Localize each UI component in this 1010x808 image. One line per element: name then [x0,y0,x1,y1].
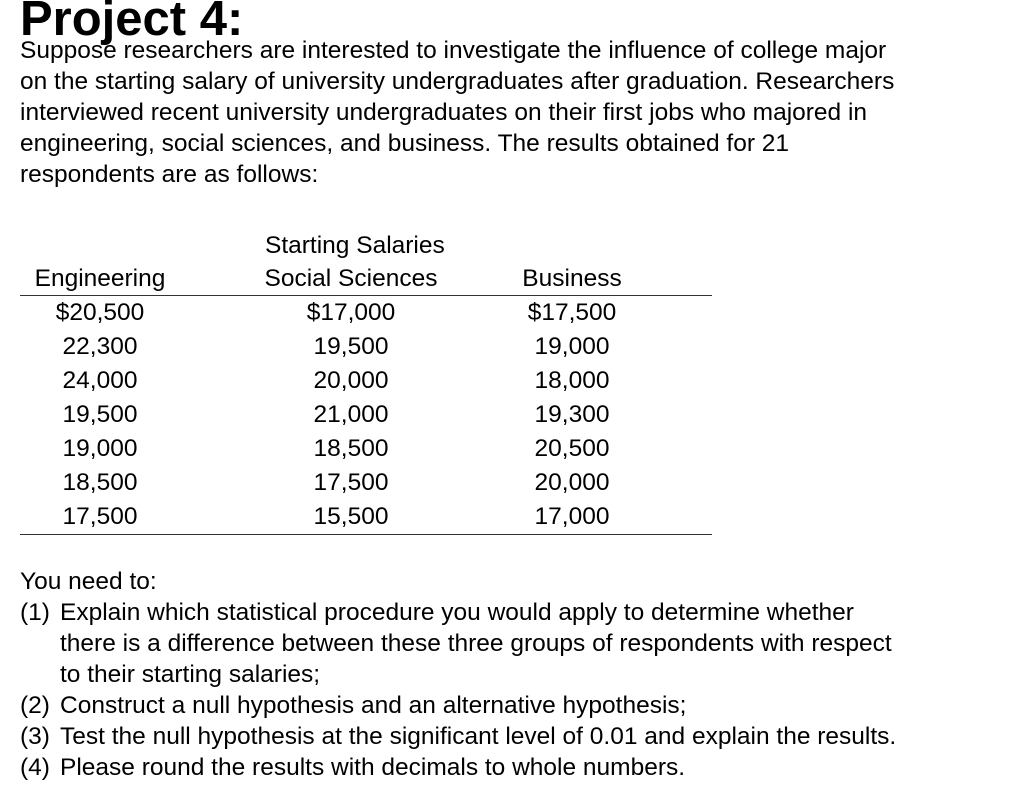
table-cell: 19,000 [534,333,610,360]
task-line: Test the null hypothesis at the significant level of 0.01 and explain the results. [60,723,897,750]
task-list [20,597,995,783]
table-header-row [20,263,712,296]
table-cell: 19,500 [62,401,138,428]
table-cell: 17,000 [462,500,712,535]
task-number: (2) [20,692,50,719]
table-row [20,330,712,364]
table-cell: 20,000 [534,469,610,496]
table-cell: 18,500 [62,469,138,496]
table-row [20,364,712,398]
task-line: there is a difference between these three groups of respondents with respect [60,630,892,657]
task-item [20,721,995,752]
column-header-business: Business [462,263,712,296]
task-number: (1) [20,599,50,626]
intro-line: engineering, social sciences, and business. The results obtained for 21 [20,130,790,157]
intro-line: Suppose researchers are interested to investigate the influence of college major [20,37,887,64]
table-cell: 24,000 [62,367,138,394]
table-cell: $17,000 [306,299,396,326]
task-line: Explain which statistical procedure you would apply to determine whether [60,599,854,626]
task-text [60,721,995,752]
task-number: (4) [20,754,50,781]
table-caption: Starting Salaries [265,232,445,259]
table-row [20,500,712,535]
project-title: Project 4: [20,0,244,46]
table-row [20,398,712,432]
table-cell: 19,000 [62,435,138,462]
table-cell: 17,500 [20,500,240,535]
table-cell: 20,500 [534,435,610,462]
column-header-social-sciences: Social Sciences [240,263,462,296]
table-cell: $20,500 [55,299,145,326]
intro-line: respondents are as follows: [20,161,319,188]
column-header-engineering: Engineering [20,263,240,296]
task-text [60,597,995,690]
table-cell: 22,300 [62,333,138,360]
intro-paragraph [20,35,995,190]
task-line: Please round the results with decimals to whole numbers. [60,754,686,781]
table-row [20,466,712,500]
task-number: (3) [20,723,50,750]
table-row [20,432,712,466]
salary-table [20,263,712,535]
task-text [60,690,995,721]
table-cell: 18,000 [534,367,610,394]
table-cell: 20,000 [313,367,389,394]
table-cell: 19,300 [534,401,610,428]
task-item [20,752,995,783]
table-row [20,296,712,331]
tasks-heading: You need to: [20,568,157,595]
task-text [60,752,995,783]
task-item [20,690,995,721]
task-item [20,597,995,690]
task-line: to their starting salaries; [60,661,321,688]
table-cell: 21,000 [313,401,389,428]
intro-line: interviewed recent university undergraduates on their first jobs who majored in [20,99,868,126]
table-cell: 15,500 [240,500,462,535]
task-line: Construct a null hypothesis and an alternative hypothesis; [60,692,687,719]
intro-line: on the starting salary of university undergraduates after graduation. Researchers [20,68,895,95]
table-cell: 18,500 [313,435,389,462]
table-cell: 17,500 [313,469,389,496]
table-cell: 19,500 [313,333,389,360]
table-cell: $17,500 [527,299,617,326]
